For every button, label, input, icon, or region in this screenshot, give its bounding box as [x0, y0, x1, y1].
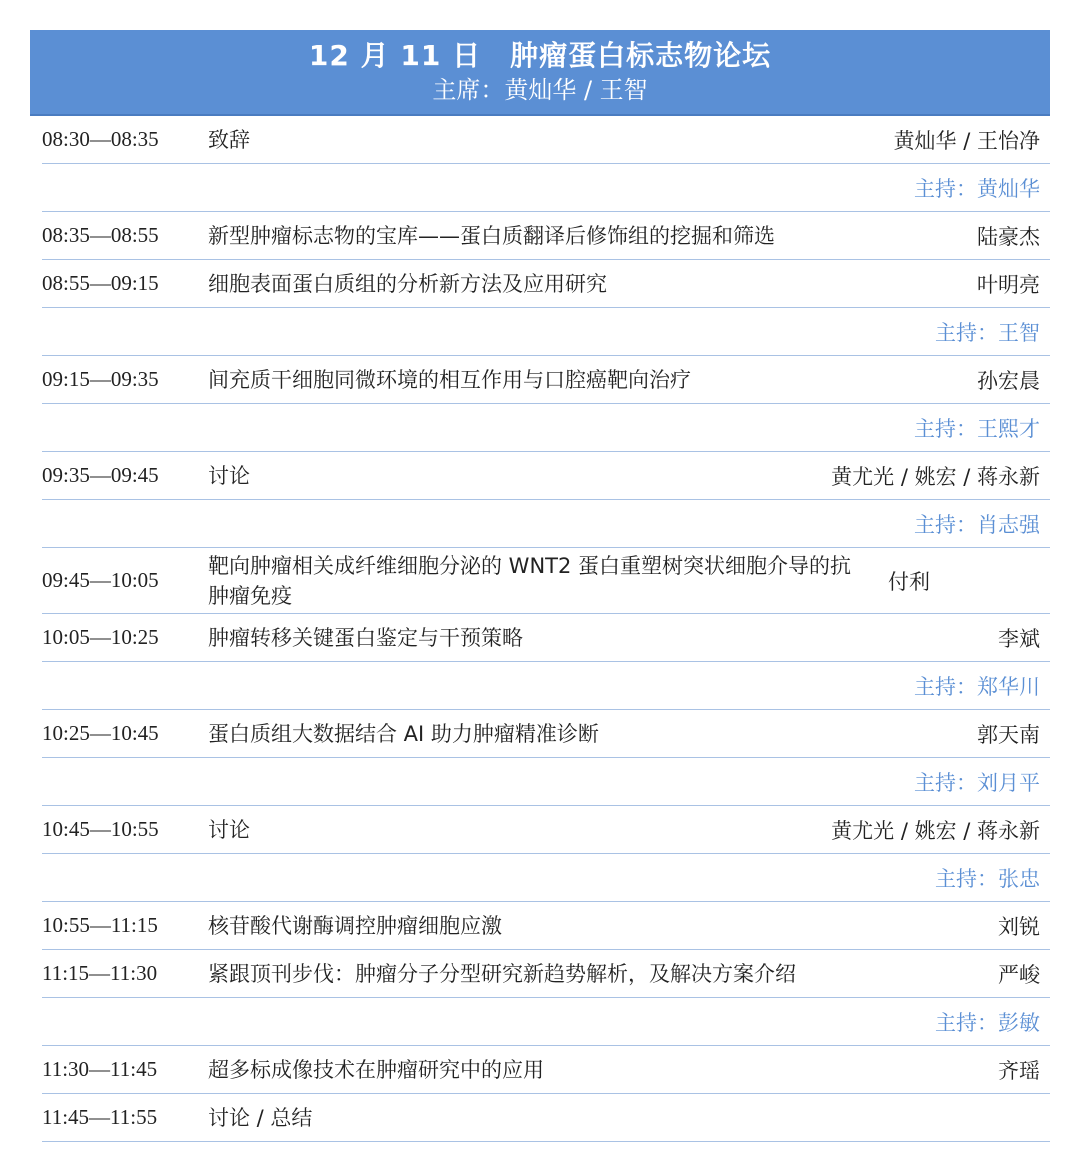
session-time: 08:55—09:15 [42, 271, 159, 295]
session-speaker: 黄尤光 / 姚宏 / 蒋永新 [831, 464, 1040, 489]
session-time: 11:45—11:55 [42, 1105, 158, 1129]
session-time: 08:30—08:35 [42, 127, 159, 151]
session-time: 09:35—09:45 [42, 463, 159, 487]
session-topic: 新型肿瘤标志物的宝库——蛋白质翻译后修饰组的挖掘和筛选 [208, 223, 775, 248]
host-label: 主持：王智 [935, 320, 1040, 345]
session-topic: 讨论 [208, 817, 250, 842]
session-topic: 紧跟顶刊步伐：肿瘤分子分型研究新趋势解析，及解决方案介绍 [208, 961, 796, 986]
session-row [42, 902, 1050, 950]
session-topic: 讨论 / 总结 [208, 1105, 313, 1130]
host-row [42, 998, 1050, 1046]
host-label: 主持：刘月平 [914, 770, 1040, 795]
session-row [42, 806, 1050, 854]
session-speaker: 李斌 [998, 626, 1040, 651]
host-label: 主持：郑华川 [914, 674, 1040, 699]
host-row [42, 308, 1050, 356]
session-topic: 致辞 [208, 127, 250, 152]
session-time: 09:45—10:05 [42, 568, 159, 592]
session-row [42, 260, 1050, 308]
schedule-table [42, 116, 1050, 1142]
session-topic: 蛋白质组大数据结合 AI 助力肿瘤精准诊断 [208, 721, 599, 746]
session-topic: 细胞表面蛋白质组的分析新方法及应用研究 [208, 271, 607, 296]
session-topic: 间充质干细胞同微环境的相互作用与口腔癌靶向治疗 [208, 367, 691, 392]
session-topic: 靶向肿瘤相关成纤维细胞分泌的 WNT2 蛋白重塑树突状细胞介导的抗肿瘤免疫 [208, 553, 852, 608]
forum-header [30, 30, 1050, 116]
session-row [42, 710, 1050, 758]
session-time: 11:30—11:45 [42, 1057, 158, 1081]
session-row [42, 614, 1050, 662]
host-label: 主持：肖志强 [914, 512, 1040, 537]
session-speaker: 严峻 [998, 962, 1040, 987]
host-row [42, 500, 1050, 548]
session-speaker: 付利 [888, 569, 930, 594]
session-row [42, 356, 1050, 404]
host-label: 主持：王熙才 [914, 416, 1040, 441]
session-speaker: 陆豪杰 [977, 224, 1040, 249]
host-row [42, 854, 1050, 902]
session-row [42, 1094, 1050, 1142]
session-topic: 讨论 [208, 463, 250, 488]
session-time: 11:15—11:30 [42, 961, 158, 985]
session-speaker: 孙宏晨 [977, 368, 1040, 393]
session-row [42, 548, 1050, 614]
session-speaker: 刘锐 [998, 914, 1040, 939]
forum-title: 12 月 11 日 肿瘤蛋白标志物论坛 [308, 39, 772, 72]
host-label: 主持：彭敏 [935, 1010, 1040, 1035]
session-topic: 肿瘤转移关键蛋白鉴定与干预策略 [208, 625, 523, 650]
session-time: 10:45—10:55 [42, 817, 159, 841]
session-row [42, 950, 1050, 998]
session-time: 10:05—10:25 [42, 625, 159, 649]
session-row [42, 116, 1050, 164]
forum-chairs: 主席：黄灿华 / 王智 [432, 76, 648, 104]
session-speaker: 郭天南 [977, 722, 1040, 747]
host-row [42, 758, 1050, 806]
host-label: 主持：张忠 [935, 866, 1040, 891]
host-row [42, 404, 1050, 452]
session-topic: 超多标成像技术在肿瘤研究中的应用 [208, 1057, 544, 1082]
session-time: 09:15—09:35 [42, 367, 159, 391]
host-row [42, 662, 1050, 710]
session-row [42, 1046, 1050, 1094]
session-speaker: 黄尤光 / 姚宏 / 蒋永新 [831, 818, 1040, 843]
host-label: 主持：黄灿华 [914, 176, 1040, 201]
session-speaker: 叶明亮 [977, 272, 1040, 297]
session-time: 10:55—11:15 [42, 913, 158, 937]
session-row [42, 212, 1050, 260]
session-speaker: 黄灿华 / 王怡净 [893, 128, 1040, 153]
session-time: 08:35—08:55 [42, 223, 159, 247]
program-schedule [30, 30, 1050, 1142]
session-time: 10:25—10:45 [42, 721, 159, 745]
session-topic: 核苷酸代谢酶调控肿瘤细胞应激 [208, 913, 502, 938]
host-row [42, 164, 1050, 212]
session-row [42, 452, 1050, 500]
session-speaker: 齐瑶 [998, 1058, 1040, 1083]
